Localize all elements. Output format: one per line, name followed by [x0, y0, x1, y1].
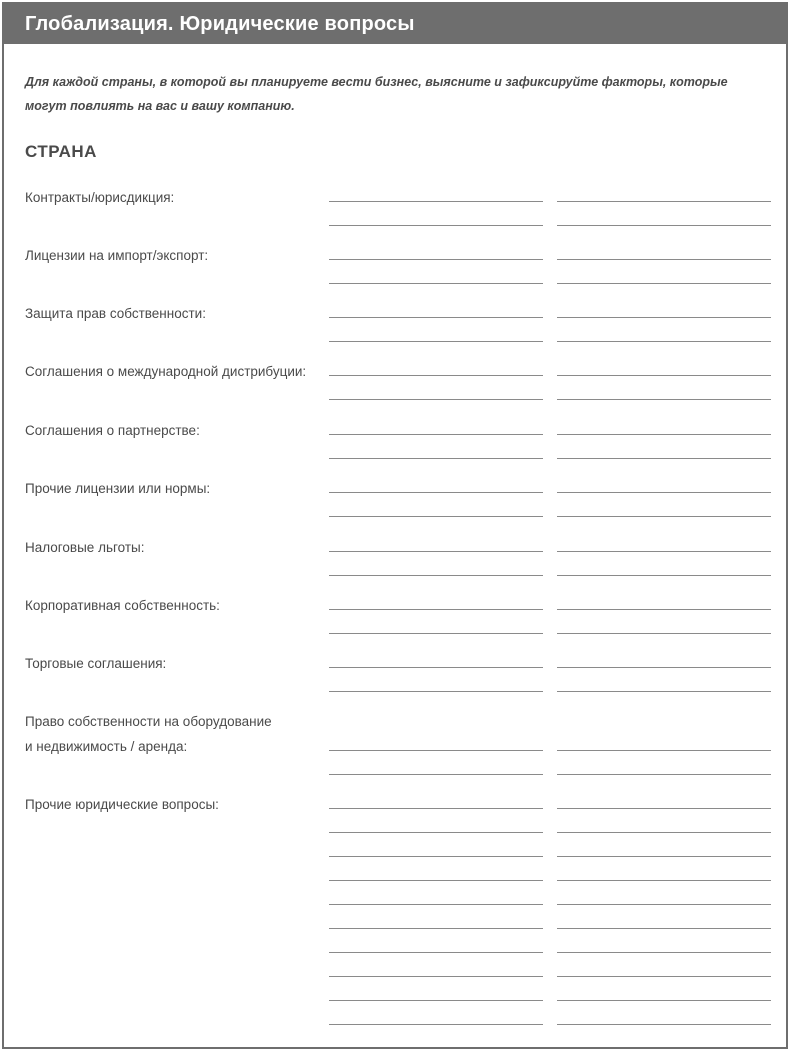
- answer-line[interactable]: [329, 952, 543, 953]
- answer-line[interactable]: [329, 856, 543, 857]
- answer-line[interactable]: [557, 341, 771, 342]
- answer-line[interactable]: [557, 434, 771, 435]
- answer-line[interactable]: [329, 399, 543, 400]
- answer-line[interactable]: [329, 575, 543, 576]
- answer-line[interactable]: [557, 691, 771, 692]
- answer-line[interactable]: [329, 492, 543, 493]
- answer-line[interactable]: [557, 516, 771, 517]
- label-equipment-property-line2: и недвижимость / аренда:: [25, 739, 188, 754]
- answer-line[interactable]: [329, 808, 543, 809]
- answer-line[interactable]: [557, 283, 771, 284]
- answer-line[interactable]: [329, 928, 543, 929]
- answer-line[interactable]: [329, 375, 543, 376]
- answer-line[interactable]: [557, 952, 771, 953]
- answer-line[interactable]: [557, 375, 771, 376]
- answer-line[interactable]: [557, 808, 771, 809]
- answer-line[interactable]: [557, 633, 771, 634]
- answer-line[interactable]: [329, 691, 543, 692]
- answer-line[interactable]: [329, 1024, 543, 1025]
- answer-line[interactable]: [329, 1000, 543, 1001]
- answer-line[interactable]: [557, 399, 771, 400]
- answer-line[interactable]: [557, 1000, 771, 1001]
- page-title: Глобализация. Юридические вопросы: [4, 4, 786, 44]
- answer-line[interactable]: [329, 283, 543, 284]
- answer-line[interactable]: [557, 492, 771, 493]
- answer-line[interactable]: [329, 633, 543, 634]
- answer-line[interactable]: [329, 458, 543, 459]
- label-contracts: Контракты/юрисдикция:: [25, 190, 175, 205]
- answer-line[interactable]: [557, 667, 771, 668]
- label-other-legal-questions: Прочие юридические вопросы:: [25, 797, 219, 812]
- answer-line[interactable]: [557, 750, 771, 751]
- answer-line[interactable]: [329, 774, 543, 775]
- answer-line[interactable]: [557, 976, 771, 977]
- answer-line[interactable]: [557, 225, 771, 226]
- answer-line[interactable]: [557, 856, 771, 857]
- answer-line[interactable]: [329, 551, 543, 552]
- answer-line[interactable]: [557, 551, 771, 552]
- answer-line[interactable]: [329, 609, 543, 610]
- answer-line[interactable]: [329, 434, 543, 435]
- answer-line[interactable]: [329, 341, 543, 342]
- answer-line[interactable]: [329, 880, 543, 881]
- answer-line[interactable]: [557, 259, 771, 260]
- label-tax-benefits: Налоговые льготы:: [25, 540, 145, 555]
- answer-line[interactable]: [557, 1024, 771, 1025]
- intro-text: Для каждой страны, в которой вы планируете вести бизнес, выясните и зафиксируйте факторы, которые могут повлиять на вас и вашу компанию.: [25, 75, 728, 113]
- answer-line[interactable]: [329, 259, 543, 260]
- answer-line[interactable]: [329, 750, 543, 751]
- label-property-rights: Защита прав собственности:: [25, 306, 206, 321]
- answer-line[interactable]: [329, 976, 543, 977]
- label-partnership-agreements: Соглашения о партнерстве:: [25, 423, 200, 438]
- answer-line[interactable]: [557, 928, 771, 929]
- section-title-country: СТРАНА: [25, 142, 97, 161]
- answer-line[interactable]: [557, 458, 771, 459]
- label-distribution-agreements: Соглашения о международной дистрибуции:: [25, 364, 307, 379]
- answer-line[interactable]: [557, 575, 771, 576]
- answer-line[interactable]: [557, 774, 771, 775]
- answer-line[interactable]: [557, 832, 771, 833]
- label-import-export-licenses: Лицензии на импорт/экспорт:: [25, 248, 209, 263]
- label-trade-agreements: Торговые соглашения:: [25, 656, 167, 671]
- answer-line[interactable]: [329, 225, 543, 226]
- label-equipment-property-line1: Право собственности на оборудование: [25, 714, 272, 729]
- answer-line[interactable]: [557, 880, 771, 881]
- answer-line[interactable]: [557, 609, 771, 610]
- worksheet-page: [2, 2, 788, 1049]
- label-corporate-ownership: Корпоративная собственность:: [25, 598, 220, 613]
- answer-line[interactable]: [329, 832, 543, 833]
- answer-line[interactable]: [557, 201, 771, 202]
- answer-line[interactable]: [329, 667, 543, 668]
- answer-line[interactable]: [329, 201, 543, 202]
- answer-line[interactable]: [329, 317, 543, 318]
- answer-line[interactable]: [329, 516, 543, 517]
- answer-line[interactable]: [557, 904, 771, 905]
- label-other-licenses: Прочие лицензии или нормы:: [25, 481, 211, 496]
- answer-line[interactable]: [557, 317, 771, 318]
- answer-line[interactable]: [329, 904, 543, 905]
